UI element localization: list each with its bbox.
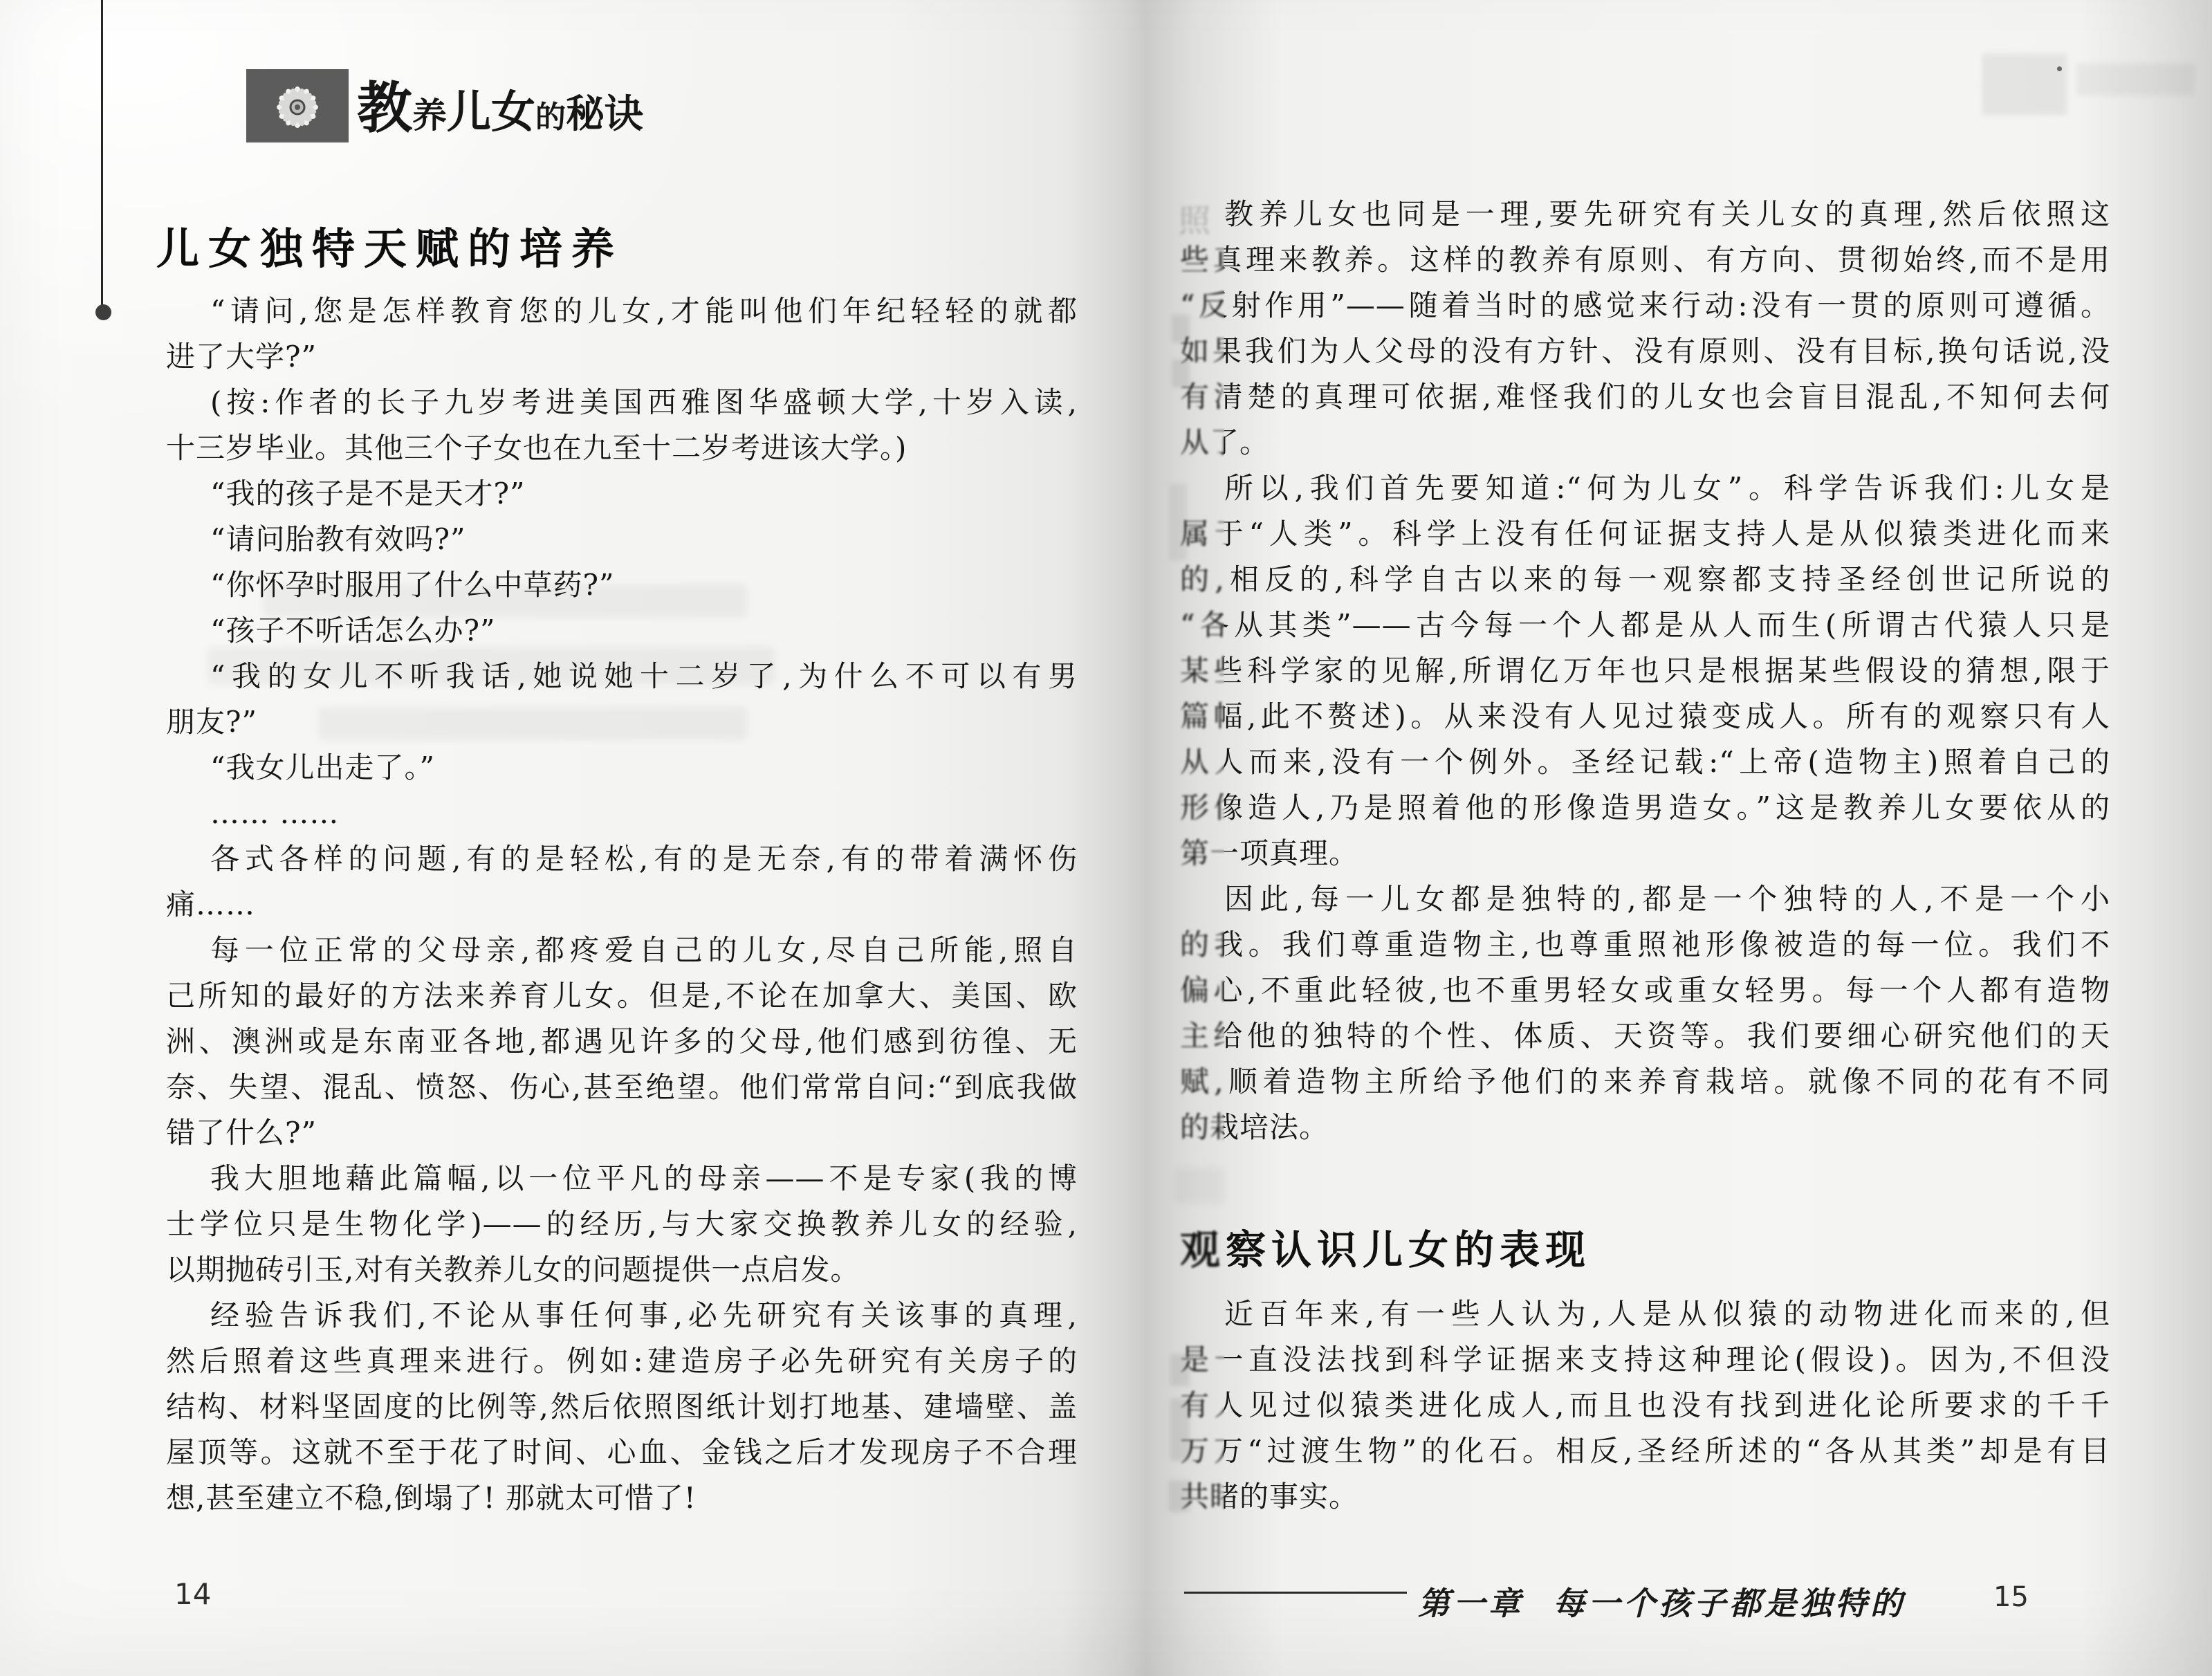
text-line: 所以,我们首先要知道:“何为儿女”。科学告诉我们:儿女是: [1224, 471, 2110, 505]
text-line: 痛……: [166, 887, 256, 921]
logo-char: 教: [357, 75, 412, 140]
text-line: 教养儿女也同是一理,要先研究有关儿女的真理,然后依照这: [1224, 197, 2110, 231]
text-line: 奈、失望、混乱、愤怒、伤心,甚至绝望。他们常常自问:“到底我做: [166, 1070, 1078, 1104]
chapter-label: 第一章: [1418, 1585, 1524, 1622]
right-page-body-lower: [1180, 1291, 2110, 1520]
text-line: 是一直没法找到科学证据来支持这种理论(假设)。因为,不但没: [1180, 1343, 2110, 1376]
text-line: 万万“过渡生物”的化石。相反,圣经所述的“各从其类”却是有目: [1180, 1434, 2110, 1468]
bleed-through-logo: [1982, 54, 2067, 115]
logo-char: 养: [412, 95, 447, 136]
text-line: 每一位正常的父母亲,都疼爱自己的儿女,尽自己所能,照自: [210, 933, 1078, 967]
text-line: 从人而来,没有一个例外。圣经记载:“上帝(造物主)照着自己的: [1180, 745, 2110, 779]
right-page-body-upper: [1180, 192, 2110, 1150]
text-line: 近百年来,有一些人认为,人是从似猿的动物进化而来的,但: [1224, 1297, 2110, 1331]
text-line: 十三岁毕业。其他三个子女也在九至十二岁考进该大学。): [166, 431, 907, 465]
scan-speck: [2057, 66, 2062, 71]
text-line: 朋友?”: [166, 705, 257, 739]
text-line: (按:作者的长子九岁考进美国西雅图华盛顿大学,十岁入读,: [210, 385, 1078, 419]
text-line: 我大胆地藉此篇幅,以一位平凡的母亲——不是专家(我的博: [210, 1161, 1078, 1195]
text-line: 的我。我们尊重造物主,也尊重照祂形像被造的每一位。我们不: [1180, 928, 2110, 961]
bleed-through-char: 照: [1179, 202, 1210, 239]
left-page-number: 14: [174, 1577, 212, 1611]
text-line: 有清楚的真理可依据,难怪我们的儿女也会盲目混乱,不知何去何: [1180, 380, 2110, 414]
chapter-ornament-line: [101, 0, 103, 309]
text-line: 些真理来教养。这样的教养有原则、有方向、贯彻始终,而不是用: [1180, 243, 2110, 277]
text-line: 想,甚至建立不稳,倒塌了! 那就太可惜了!: [166, 1481, 697, 1515]
gutter-shadow: [1169, 83, 1224, 1591]
text-line: 经验告诉我们,不论从事任何事,必先研究有关该事的真理,: [210, 1298, 1078, 1332]
text-line: 篇幅,此不赘述)。从来没有人见过猿变成人。所有的观察只有人: [1180, 699, 2110, 733]
chapter-ornament-dot: [95, 304, 111, 320]
right-page-number: 15: [1993, 1581, 2029, 1613]
text-line: 因此,每一儿女都是独特的,都是一个独特的人,不是一个小: [1224, 882, 2110, 916]
text-line: “我女儿出走了。”: [210, 750, 435, 784]
text-line: 某些科学家的见解,所谓亿万年也只是根据某些假设的猜想,限于: [1180, 654, 2110, 688]
text-line: 士学位只是生物化学)——的经历,与大家交换教养儿女的经验,: [166, 1207, 1078, 1241]
logo-char: 儿: [447, 86, 491, 138]
text-line: 己所知的最好的方法来养育儿女。但是,不论在加拿大、美国、欧: [166, 979, 1078, 1013]
text-line: “请问,您是怎样教育您的儿女,才能叫他们年纪轻轻的就都: [210, 294, 1078, 328]
text-line: 的,相反的,科学自古以来的每一观察都支持圣经创世记所说的: [1180, 562, 2110, 596]
text-line: “我的孩子是不是天才?”: [210, 477, 526, 510]
text-line: 如果我们为人父母的没有方针、没有原则、没有目标,换句话说,没: [1180, 334, 2110, 368]
text-line: 共睹的事实。: [1180, 1480, 1359, 1513]
text-line: 各式各样的问题,有的是轻松,有的是无奈,有的带着满怀伤: [210, 842, 1078, 876]
daisy-flower-icon: [246, 69, 349, 142]
running-footer: [1418, 1578, 1906, 1624]
text-line: 错了什么?”: [166, 1116, 317, 1150]
left-page-body: [166, 288, 1078, 1521]
text-line: “孩子不听话怎么办?”: [210, 614, 496, 647]
text-line: 形像造人,乃是照着他的形像造男造女。”这是教养儿女要依从的: [1180, 791, 2110, 825]
text-line: “请问胎教有效吗?”: [210, 522, 466, 556]
text-line: “反射作用”——随着当时的感觉来行动:没有一贯的原则可遵循。: [1180, 288, 2110, 322]
text-line: 然后照着这些真理来进行。例如:建造房子必先研究有关房子的: [166, 1344, 1078, 1378]
text-line: 偏心,不重此轻彼,也不重男轻女或重女轻男。每一个人都有造物: [1180, 973, 2110, 1007]
text-line: 的栽培法。: [1180, 1110, 1329, 1144]
text-line: 主给他的独特的个性、体质、天资等。我们要细心研究他们的天: [1180, 1019, 2110, 1053]
text-line: “我的女儿不听我话,她说她十二岁了,为什么不可以有男: [210, 659, 1078, 693]
right-page-section-title: 观察认识儿女的表现: [1180, 1226, 1592, 1273]
text-line: “你怀孕时服用了什么中草药?”: [210, 568, 615, 602]
text-line: 有人见过似猿类进化成人,而且也没有找到进化论所要求的千千: [1180, 1388, 2110, 1422]
text-line: 第一项真理。: [1180, 836, 1359, 870]
text-line: 洲、澳洲或是东南亚各地,都遇见许多的父母,他们感到彷徨、无: [166, 1024, 1078, 1058]
text-line: 赋,顺着造物主所给予他们的来养育栽培。就像不同的花有不同: [1180, 1065, 2110, 1098]
chapter-title: 每一个孩子都是独特的: [1553, 1585, 1906, 1622]
text-line: 屋顶等。这就不至于花了时间、心血、金钱之后才发现房子不合理: [166, 1435, 1078, 1469]
bleed-through-logo-text: [2076, 64, 2194, 95]
book-logo-box: [246, 69, 349, 142]
book-logo-title: [357, 72, 643, 144]
footer-rule: [1184, 1592, 1407, 1594]
logo-char: 的: [535, 100, 566, 135]
text-line: 属于“人类”。科学上没有任何证据支持人是从似猿类进化而来: [1180, 517, 2110, 551]
text-line: …… ……: [210, 796, 340, 830]
text-line: 从了。: [1180, 425, 1270, 459]
logo-char: 女: [491, 86, 535, 138]
text-line: 以期抛砖引玉,对有关教养儿女的问题提供一点启发。: [166, 1253, 860, 1287]
logo-char: 秘: [566, 91, 605, 137]
left-page-section-title: 儿女独特天赋的培养: [156, 223, 624, 274]
text-line: 进了大学?”: [166, 340, 317, 374]
text-line: “各从其类”——古今每一个人都是从人而生(所谓古代猿人只是: [1180, 608, 2110, 642]
logo-char: 诀: [605, 91, 643, 137]
text-line: 结构、材料坚固度的比例等,然后依照图纸计划打地基、建墙壁、盖: [166, 1390, 1078, 1424]
